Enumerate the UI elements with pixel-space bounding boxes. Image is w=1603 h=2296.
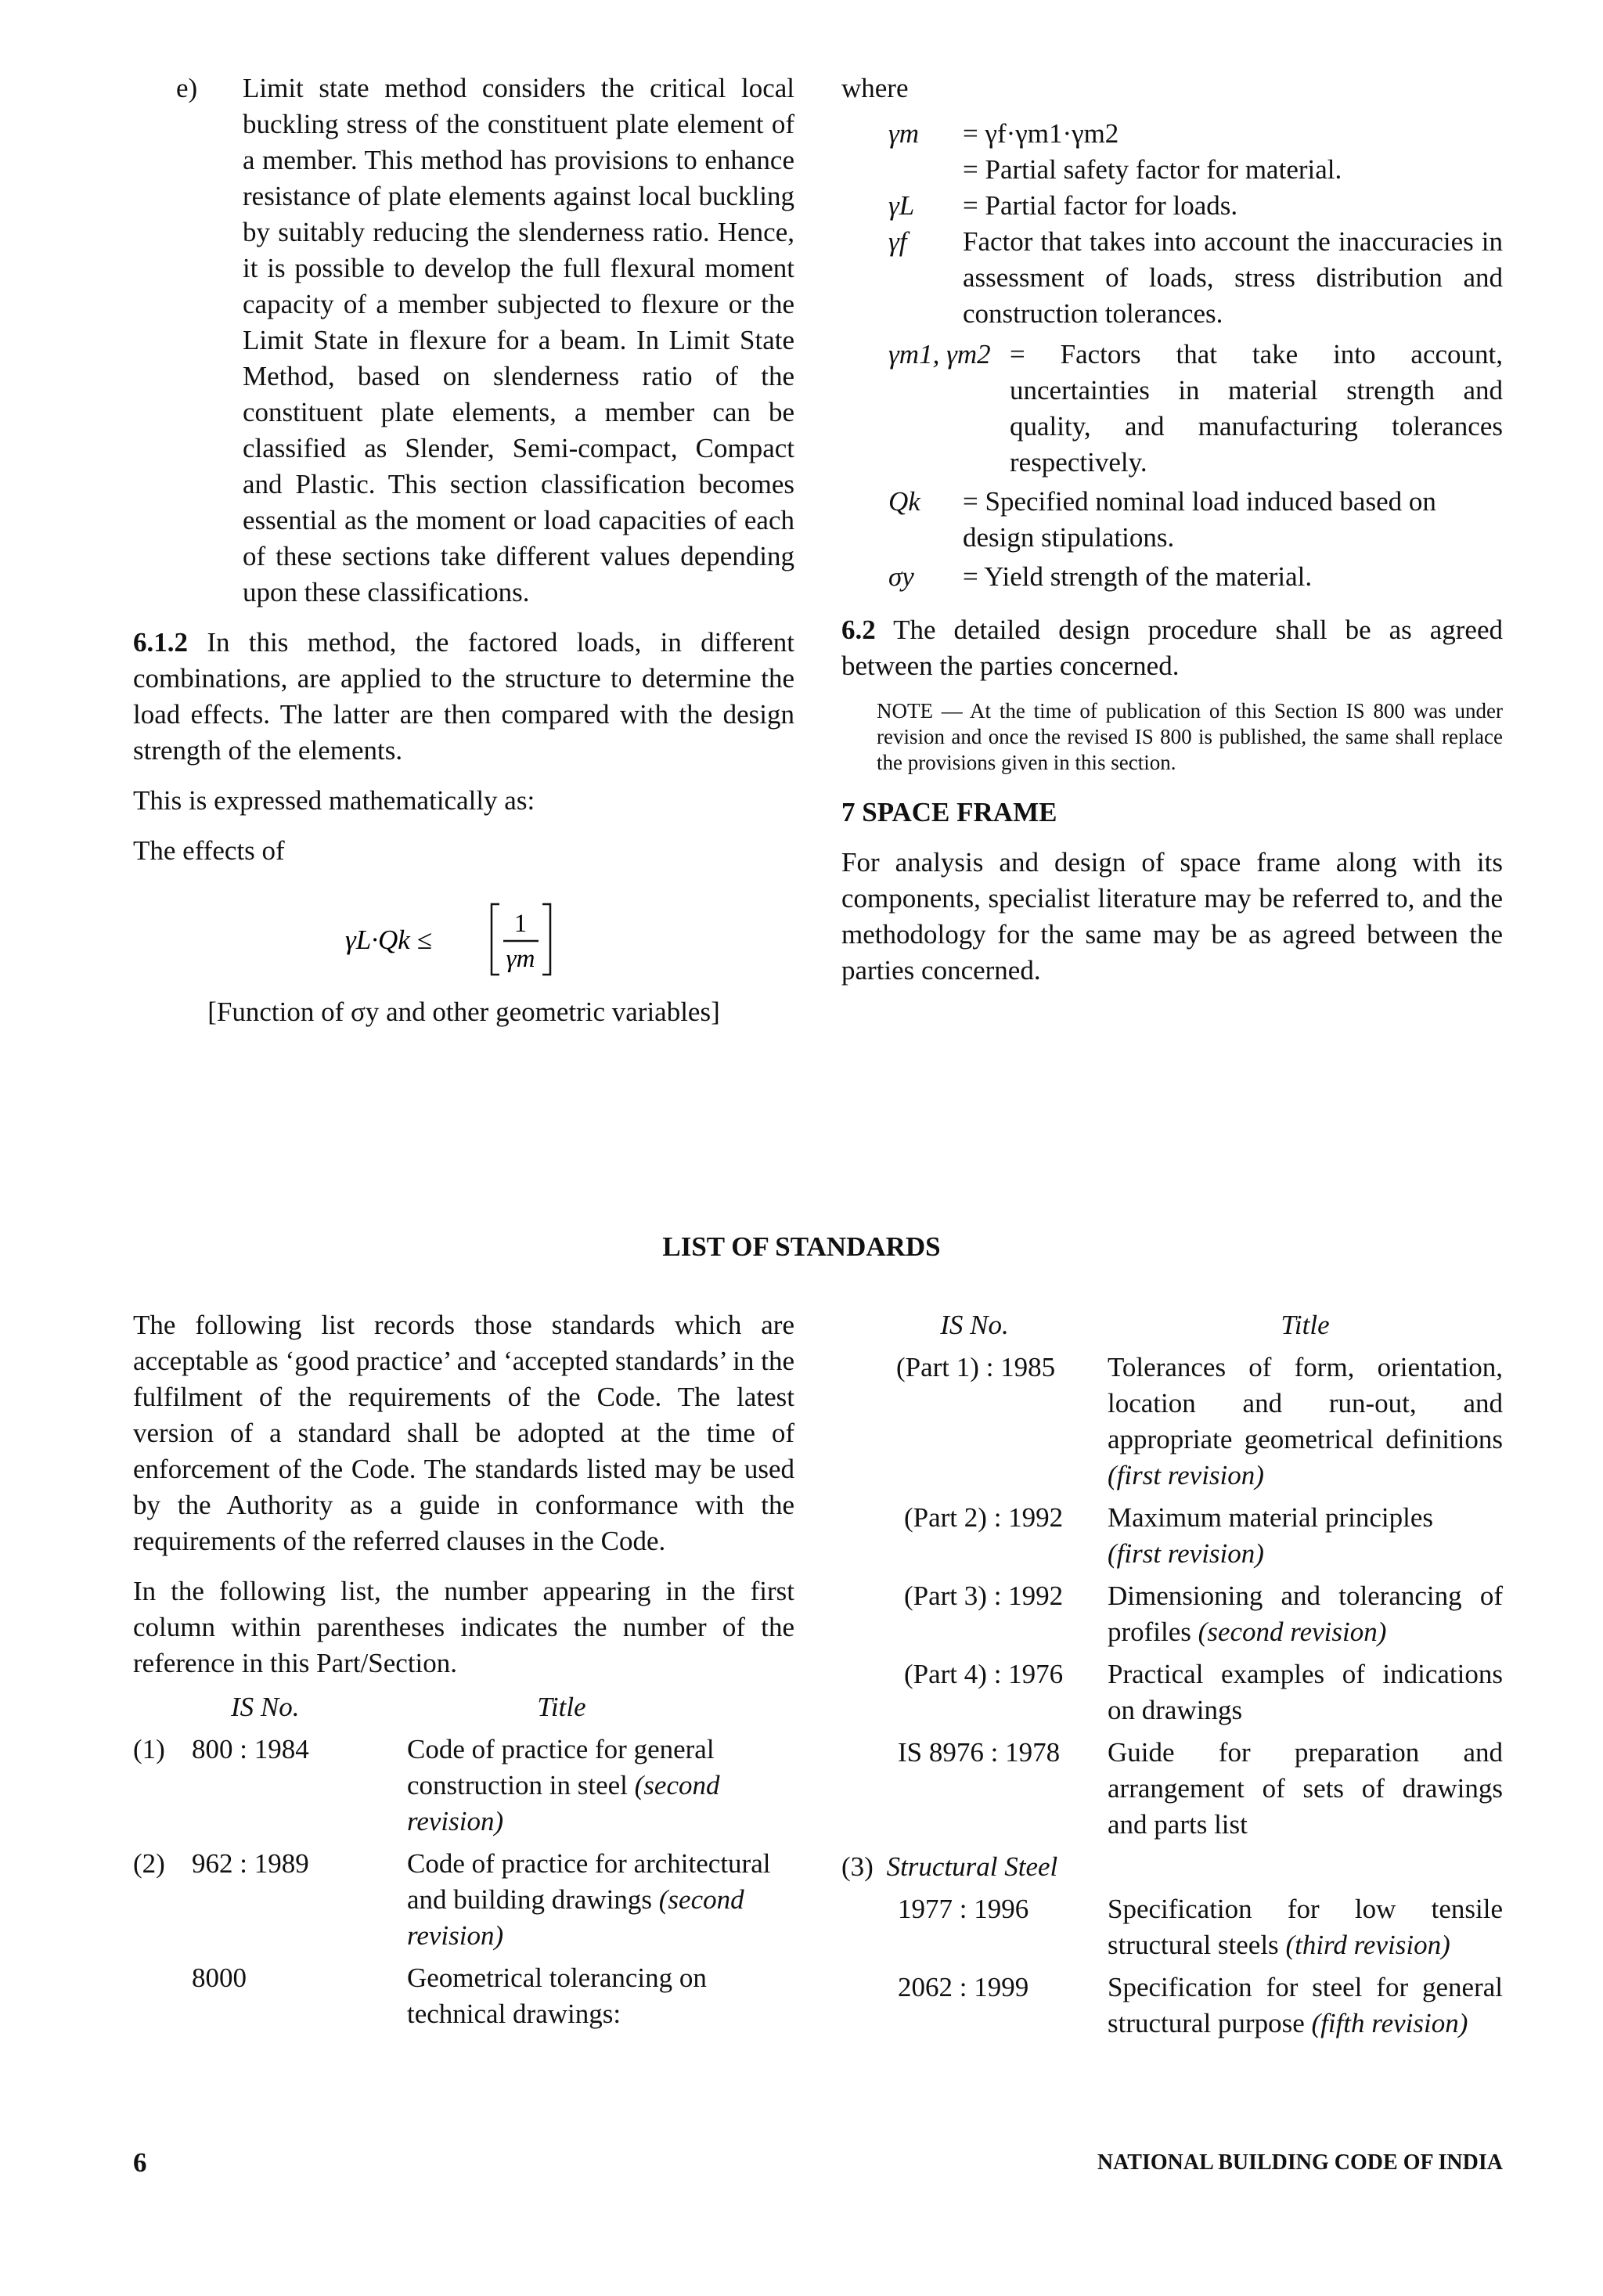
table-row — [841, 1970, 1503, 2042]
function-text: [Function of σy and other geometric variables] — [207, 997, 720, 1027]
title-text: Dimensioning and tolerancing of profiles — [1108, 1581, 1503, 1647]
revision-text: (second revision) — [407, 1770, 720, 1836]
group-structural-steel — [841, 1849, 1503, 1885]
is-number: (Part 1) : 1985 — [896, 1352, 1056, 1382]
publication-name: NATIONAL BUILDING CODE OF INDIA — [1097, 2150, 1503, 2175]
revision-text: (second revision) — [407, 1884, 744, 1951]
ref-number: (2) — [133, 1848, 165, 1879]
revision-text: (third revision) — [1285, 1930, 1450, 1960]
revision-text: (first revision) — [1108, 1460, 1264, 1490]
is-number: 962 : 1989 — [192, 1848, 309, 1879]
symbol-row — [841, 337, 1503, 481]
symbol-definition: = Specified nominal load induced based on design stipulations. — [963, 486, 1436, 553]
title-text: Specification for low tensile structural steels — [1108, 1894, 1503, 1960]
is-number: 1977 : 1996 — [898, 1894, 1029, 1924]
table-row — [841, 1891, 1503, 1963]
col-title: Title — [1281, 1310, 1330, 1340]
clause-text: In this method, the factored loads, in different combinations, are applied to the structure to determine the load effects. The latter are then compared with the design strength of the elements. — [133, 627, 795, 766]
col-is-no: IS No. — [231, 1692, 300, 1722]
revision-text: (first revision) — [1108, 1538, 1264, 1569]
symbol-definition: Factor that takes into account the inaccuracies in assessment of loads, stress distribution and construction tolerances. — [963, 226, 1503, 329]
is-number: IS 8976 : 1978 — [898, 1737, 1061, 1768]
is-number: 2062 : 1999 — [898, 1972, 1029, 2002]
list-item-e — [133, 70, 794, 611]
symbol-list — [841, 116, 1503, 595]
title-text: Specification for steel for general structural purpose — [1108, 1972, 1503, 2038]
standard-title: Practical examples of indications on drawings — [1108, 1659, 1503, 1725]
standard-title: Guide for preparation and arrangement of sets of drawings and parts list — [1108, 1737, 1503, 1840]
standards-left-column — [133, 1307, 794, 2032]
symbol-row — [841, 188, 1503, 224]
table-row — [841, 1656, 1503, 1728]
symbol-row — [841, 116, 1503, 152]
standard-title — [1108, 1891, 1503, 1963]
col-title: Title — [537, 1692, 586, 1722]
symbol: γm — [888, 118, 920, 149]
symbol-definition: = γf·γm1·γm2 — [963, 118, 1119, 149]
symbol-definition: = Yield strength of the material. — [963, 561, 1313, 592]
symbol: γm1, γm2 — [888, 339, 991, 369]
symbol: Qk — [888, 486, 920, 517]
item-label: e) — [176, 73, 198, 103]
clause-number: 6.2 — [841, 615, 876, 645]
group-number: (3) — [841, 1851, 874, 1882]
clause-number: 6.1.2 — [133, 627, 188, 658]
symbol-definition: = Partial factor for loads. — [963, 190, 1238, 221]
standard-title — [407, 1846, 794, 1954]
symbol-row — [841, 484, 1503, 556]
standard-title — [1108, 1578, 1503, 1650]
table-row — [841, 1578, 1503, 1650]
title-text: Tolerances of form, orientation, location and run-out, and appropriate geometrical definitions — [1108, 1352, 1503, 1454]
symbol-definition: = Partial safety factor for material. — [963, 154, 1342, 185]
table-row — [841, 1350, 1503, 1494]
is-number: 8000 — [192, 1963, 247, 1993]
standard-title — [407, 1732, 794, 1840]
symbol: γf — [888, 226, 907, 257]
revision-text: (second revision) — [1198, 1617, 1387, 1647]
table-row — [133, 1960, 794, 2032]
is-number: (Part 2) : 1992 — [904, 1502, 1064, 1533]
math-intro: This is expressed mathematically as: — [133, 785, 535, 816]
list-intro-2: In the following list, the number appearing in the first column within parentheses indicates the number of the reference in this Part/Section. — [133, 1576, 794, 1678]
effects-of: The effects of — [133, 835, 285, 866]
col-is-no: IS No. — [940, 1310, 1009, 1340]
is-number: (Part 4) : 1976 — [904, 1659, 1064, 1689]
clause-6-1-2 — [133, 625, 794, 769]
standard-title — [407, 1960, 794, 2032]
design-formula — [133, 892, 794, 986]
revision-text: (fifth revision) — [1311, 2008, 1468, 2038]
title-text: Code of practice for architectural and building drawings — [407, 1848, 771, 1915]
symbol-row — [841, 559, 1503, 595]
item-text: Limit state method considers the critical local buckling stress of the constituent plate element of a member. This method has provisions to enhance resistance of plate elements against local buckling by suitably reducing the slenderness ratio. Hence, it is possible to develop the full flexural moment capacity of a member subjected to flexure or the Limit State in flexure for a beam. In Limit State Method, based on slenderness ratio of the constituent plate elements, a member can be classified as Slender, Semi-compact, Compact and Plastic. This section classification becomes essential as the moment or load capacities of each of these sections take different values depending upon these classifications. — [243, 73, 794, 607]
table-row — [841, 1735, 1503, 1843]
space-frame-text: For analysis and design of space frame along with its components, specialist literature may be referred to, and the methodology for the same may be as agreed between the parties concerned. — [841, 847, 1503, 986]
clause-text: The detailed design procedure shall be as agreed between the parties concerned. — [841, 615, 1503, 681]
table-row — [841, 1500, 1503, 1572]
ref-number: (1) — [133, 1734, 165, 1764]
list-of-standards-title: LIST OF STANDARDS — [662, 1231, 941, 1262]
section-heading-7: 7 SPACE FRAME — [841, 797, 1057, 827]
revision-note: NOTE — At the time of publication of this Section IS 800 was under revision and once the revised IS 800 is published, the same shall replace the provisions given in this section. — [877, 699, 1503, 774]
title-text: Geometrical tolerancing on technical drawings: — [407, 1963, 707, 2029]
standard-title — [1108, 1970, 1503, 2042]
symbol-row — [841, 152, 1503, 188]
where-label: where — [841, 73, 909, 103]
clause-6-2 — [841, 612, 1503, 684]
symbol: σy — [888, 561, 914, 592]
formula-graphic — [339, 892, 589, 986]
table-row — [133, 1846, 794, 1954]
standard-title — [1108, 1350, 1503, 1494]
formula-denominator: γm — [506, 945, 535, 973]
title-text: Code of practice for general construction in steel — [407, 1734, 715, 1800]
table-row — [133, 1732, 794, 1840]
standards-table-header — [133, 1689, 794, 1725]
is-number: (Part 3) : 1992 — [904, 1581, 1064, 1611]
symbol-row — [841, 224, 1503, 332]
formula-numerator: 1 — [513, 910, 527, 938]
list-intro-1: The following list records those standards which are acceptable as ‘good practice’ and ‘accepted standards’ in the fulfilment of the requirements of the Code. The latest version of a standard shall be adopted at the time of enforcement of the Code. The standards listed may be used by the Authority as a guide in conformance with the requirements of the referred clauses in the Code. — [133, 1310, 794, 1556]
left-column-top — [133, 70, 794, 1030]
standards-right-column — [841, 1307, 1503, 2042]
symbol — [841, 152, 963, 188]
standard-title — [1108, 1500, 1503, 1572]
symbol-definition: = Factors that take into account, uncertainties in material strength and quality, and manufacturing tolerances respectively. — [1010, 339, 1503, 478]
right-column-top — [841, 70, 1503, 989]
page-number: 6 — [133, 2147, 147, 2178]
group-name: Structural Steel — [886, 1851, 1058, 1882]
is-number: 800 : 1984 — [192, 1734, 309, 1764]
title-text: Maximum material principles — [1108, 1502, 1434, 1533]
page-footer — [133, 2145, 1503, 2181]
formula-lhs: γL·Qk ≤ — [344, 925, 432, 955]
ref-number — [133, 1960, 192, 2032]
standards-table-header — [841, 1307, 1503, 1343]
symbol: γL — [888, 190, 915, 221]
